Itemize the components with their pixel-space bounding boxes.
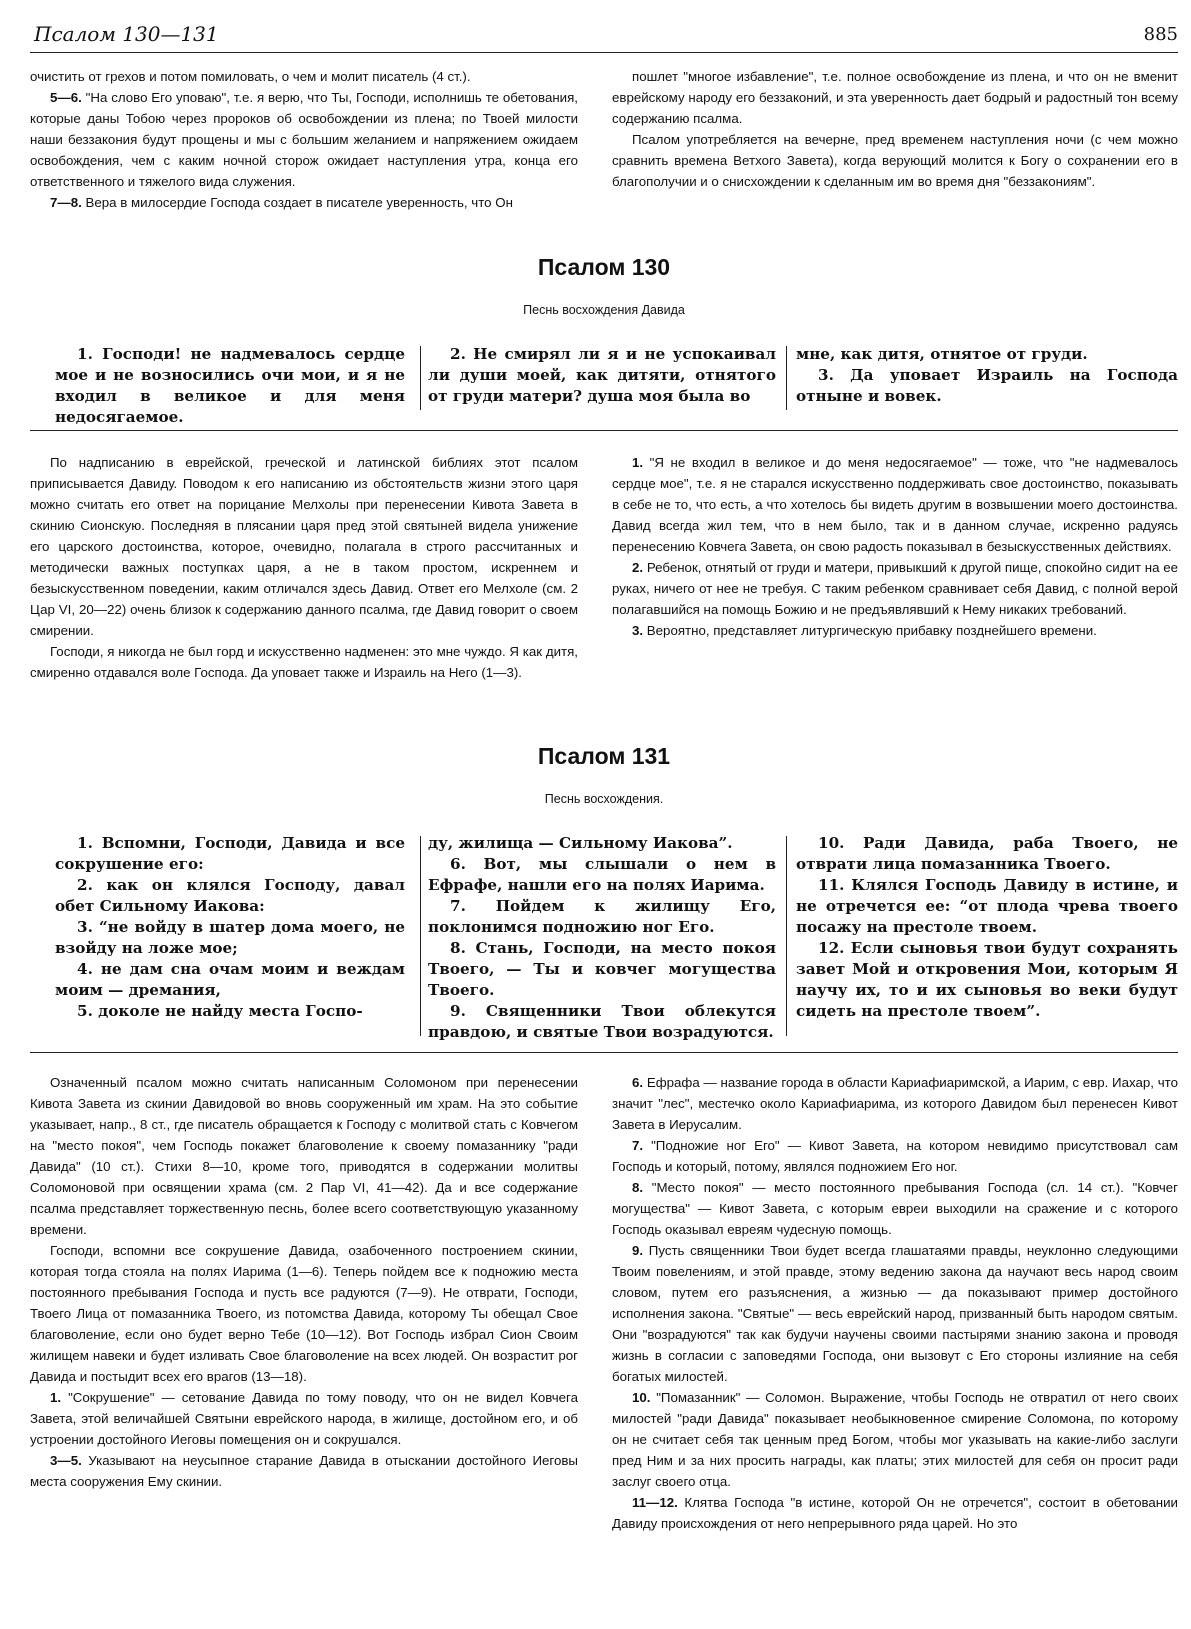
psalm-131-commentary-left — [30, 1072, 578, 1492]
paragraph-text: Указывают на неусыпное старание Давида в отыскании достойного Иеговы места сооружения Ему скинии. — [30, 1453, 578, 1489]
psalm-130-subtitle: Песнь восхождения Давида — [523, 303, 685, 317]
commentary-paragraph — [30, 87, 578, 192]
commentary-paragraph — [612, 66, 1178, 129]
psalm-130-verses-col1 — [55, 344, 405, 428]
verse: 4. не дам сна очам моим и веждам моим — дремания, — [55, 960, 405, 999]
commentary-paragraph — [30, 1072, 578, 1240]
verse-reference: 8. — [632, 1180, 644, 1195]
paragraph-text: пошлет "многое избавление", т.е. полное освобождение из плена, и что он не вменит еврейскому народу его беззаконий, и эта уверенность дает бодрый и радостный тон всему содержанию псалма. — [612, 69, 1178, 126]
paragraph-text: Ефрафа — название города в области Кариафиаримской, а Иарим, с евр. Иахар, что значит "лес", местечко около Кариафиарима, из которого Давидом был перенесен Кивот Завета в Иерусалим. — [612, 1075, 1178, 1132]
commentary-paragraph — [30, 192, 578, 213]
top-commentary-right — [612, 66, 1178, 192]
verse: мне, как дитя, отнятое от груди. — [796, 345, 1088, 363]
commentary-paragraph — [612, 1072, 1178, 1135]
verse: 6. Вот, мы слышали о нем в Ефрафе, нашли его на полях Иарима. — [428, 855, 776, 894]
psalm-131-verses-col3 — [796, 833, 1178, 1022]
commentary-paragraph — [30, 1387, 578, 1450]
paragraph-text: "Подножие ног Его" — Кивот Завета, на котором невидимо присутствовал сам Господь и который, потому, являлся подножием Его ног. — [612, 1138, 1178, 1174]
verse-reference: 5—6. — [50, 90, 82, 105]
psalm-131-title: Псалом 131 — [537, 743, 671, 769]
verse: 12. Если сыновья твои будут сохранять завет Мой и откровения Мои, которым Я научу их, то и их сыновья во веки будут сидеть на престоле твоем”. — [796, 939, 1178, 1020]
section-divider — [30, 430, 1178, 431]
paragraph-text: очистить от грехов и потом помиловать, о чем и молит писатель (4 ст.). — [30, 69, 471, 84]
paragraph-text: "Я не входил в великое и до меня недосягаемое" — тоже, что "не надмевалось сердце мое", т.е. я не старался искусственно поддерживать свое достоинство, показывать в себе не то, что есть, а что хотелось бы видеть другим в возвышении моего достоинства. Давид всегда жил тем, что в нем было, так и в данном случае, искренно радуясь перенесению Ковчега Завета, он свою радость показывал в безыскусственных действиях. — [612, 455, 1178, 554]
verse: 3. “не войду в шатер дома моего, не взойду на ложе мое; — [55, 918, 405, 957]
paragraph-text: Псалом употребляется на вечерне, пред временем наступления ночи (с чем можно сравнить времена Ветхого Завета), когда верующий молится к Богу о сохранении его в благополучии и о снисхождении к сделанным им во время дня "беззакониям". — [612, 132, 1178, 189]
verse: ду, жилища — Сильному Иакова”. — [428, 834, 733, 852]
commentary-paragraph — [612, 620, 1178, 641]
paragraph-text: Господи, вспомни все сокрушение Давида, озабоченного построением скинии, которая тогда стояла на полях Иарима (1—6). Теперь пойдем все к подножию места постоянного пребывания Господа и пусть все радуются (7—9). Не отврати, Господи, Твоего Лица от помазанника Твоего, из потомства Давида, которому Ты обещал Свое благоволение, если оно будет верно Тебе (10—12). Вот Господь избрал Сион Своим жилищем навеки и будет изливать Свое благоволение на всех людей. Он возрастит рог Давида и постыдит всех его врагов (13—18). — [30, 1243, 578, 1384]
paragraph-text: Господи, я никогда не был горд и искусственно надменен: это мне чуждо. Я как дитя, смиренно отдавался воле Господа. Да уповает также и Израиль на Него (1—3). — [30, 644, 578, 680]
commentary-paragraph — [612, 1177, 1178, 1240]
commentary-paragraph — [30, 1450, 578, 1492]
commentary-paragraph — [30, 641, 578, 683]
paragraph-text: "Помазанник" — Соломон. Выражение, чтобы Господь не отвратил от него своих милостей "ради Давида" показывает необыкновенное смирение Соломона, по которому он не считает себя так ценным пред Богом, чтобы мог указывать на какие-либо заслуги пред Ним и за них просить награды, как платы; этих милостей для себя он просит ради заслуг своего отца. — [612, 1390, 1178, 1489]
psalm-130-title: Псалом 130 — [537, 254, 671, 280]
verse: 11. Клялся Господь Давиду в истине, и не отречется ее: “от плода чрева твоего посажу на престоле твоем. — [796, 876, 1178, 936]
paragraph-text: "Сокрушение" — сетование Давида по тому поводу, что он не видел Ковчега Завета, этой величайшей Святыни еврейского народа, в жилище, достойном его, и об устроении достойного Иеговы помещения он и сокрушался. — [30, 1390, 578, 1447]
paragraph-text: Вероятно, представляет литургическую прибавку позднейшего времени. — [643, 623, 1097, 638]
paragraph-text: Пусть священники Твои будет всегда глашатаями правды, неуклонно следующими Твоим повелениям, и этой правде, этому ведению закона да научают весь народ своим словом, путем его разъяснения, а жизнью — да показывают пример достойного исполнения закона. "Святые" — весь еврейский народ, призванный быть народом святым. Они "возрадуются" так как будучи научены своими пастырями знанию закона и проводя жизнь в согласии с заповедями Господа, они вызовут с Его стороны излияние на себя богатых милостей. — [612, 1243, 1178, 1384]
paragraph-text: По надписанию в еврейской, греческой и латинской библиях этот псалом приписывается Давиду. Поводом к его написанию из обстоятельств жизни этого царя можно считать его ответ на порицание Мелхолы при перенесении Кивота Завета в скинию Сионскую. Последняя в плясании царя пред этой святыней видела унижение его царского достоинства, которое, очевидно, полагала в строго рассчитанных и методически важных поступках царя, а не в таком простом, искреннем и безыскусственном поведении, каким отличался здесь Давид. Ответ его Мелхоле (см. 2 Цар VI, 20—22) очень близок к содержанию данного псалма, где Давид говорит о своем смирении. — [30, 455, 578, 638]
commentary-paragraph — [612, 557, 1178, 620]
verse-reference: 3. — [632, 623, 644, 638]
verse: 7. Пойдем к жилищу Его, поклонимся подножию ног Его. — [428, 897, 776, 936]
verse: 9. Священники Твои облекутся правдою, и святые Твои возрадуются. — [428, 1002, 776, 1041]
psalm-130-verses-col3 — [796, 344, 1178, 407]
top-commentary-left — [30, 66, 578, 213]
paragraph-text: Ребенок, отнятый от груди и матери, привыкший к другой пище, спокойно сидит на ее руках, ничего от нее не требуя. С таким ребенком сравнивает себя Давид, с полной верой полагавшийся на помощь Божию и не предъявлявший к Нему никаких требований. — [612, 560, 1178, 617]
verse-reference: 2. — [632, 560, 644, 575]
verse: 2. как он клялся Господу, давал обет Сильному Иакова: — [55, 876, 405, 915]
psalm-130-commentary-right — [612, 452, 1178, 641]
header-title: Псалом 130—131 — [34, 22, 219, 46]
verse-reference: 3—5. — [50, 1453, 82, 1468]
psalm-130-commentary-left — [30, 452, 578, 683]
commentary-paragraph — [30, 66, 578, 87]
column-separator — [420, 346, 421, 410]
psalm-131-verses-col1 — [55, 833, 405, 1022]
verse-reference: 1. — [632, 455, 644, 470]
verse: 1. Господи! не надмевалось сердце мое и не возносились очи мои, и я не входил в великое и для меня недосягаемое. — [55, 345, 405, 426]
page — [30, 16, 1178, 1616]
column-separator — [786, 836, 787, 1036]
verse-reference: 7—8. — [50, 195, 82, 210]
verse-reference: 11—12. — [632, 1495, 678, 1510]
verse: 5. доколе не найду места Госпо- — [77, 1002, 363, 1020]
psalm-131-commentary-right — [612, 1072, 1178, 1534]
paragraph-text: Клятва Господа "в истине, которой Он не отречется", состоит в обетовании Давиду происхождения от него непрерывного ряда царей. Но это — [612, 1495, 1178, 1531]
commentary-paragraph — [612, 452, 1178, 557]
column-separator — [420, 836, 421, 1036]
verse: 2. Не смирял ли я и не успокаивал ли души моей, как дитяти, отнятого от груди матери? душа моя была во — [428, 345, 776, 405]
commentary-paragraph — [30, 1240, 578, 1387]
commentary-paragraph — [612, 1135, 1178, 1177]
paragraph-text: Означенный псалом можно считать написанным Соломоном при перенесении Кивота Завета из скинии Давидовой во вновь сооруженный им храм. На это событие указывает, напр., 8 ст., где писатель обращается к Господу с молитвой стать с Ковчегом на "место покоя", чем Господь покажет благоволение к своему помазаннику "ради Давида" (10 ст.). Стихи 8—10, кроме того, приводятся в содержании молитвы Соломоновой при освящении храма (см. 2 Пар VI, 41—42). Да и все содержание псалма представляет торжественную песнь, более всего соответствующую указанному времени. — [30, 1075, 578, 1237]
commentary-paragraph — [612, 1387, 1178, 1492]
running-header — [30, 16, 1178, 53]
column-separator — [786, 346, 787, 410]
verse: 10. Ради Давида, раба Твоего, не отврати лица помазанника Твоего. — [796, 834, 1178, 873]
commentary-paragraph — [30, 452, 578, 641]
verse-reference: 1. — [50, 1390, 62, 1405]
psalm-131-verses-col2 — [428, 833, 776, 1043]
psalm-131-subtitle: Песнь восхождения. — [544, 792, 664, 806]
psalm-130-verses-col2 — [428, 344, 776, 407]
paragraph-text: "На слово Его уповаю", т.е. я верю, что Ты, Господи, исполнишь те обетования, которые даны Тобою через пророков об освобождении из плена; по Твоей милости наши беззакония будут прощены и мы с большим желанием и напряжением ожидаем освобождения, чем с каким ночной сторож ожидает наступления утра, конца его ответственного и тяжелого вида служения. — [30, 90, 578, 189]
section-divider — [30, 1052, 1178, 1053]
page-number: 885 — [1143, 24, 1178, 45]
verse: 3. Да уповает Израиль на Господа отныне и вовек. — [796, 366, 1178, 405]
paragraph-text: "Место покоя" — место постоянного пребывания Господа (сл. 14 ст.). "Ковчег могущества" — Кивот Завета, с которым евреи выходили на сражение и с которого Господь оказывал евреям чудесную помощь. — [612, 1180, 1178, 1237]
commentary-paragraph — [612, 1492, 1178, 1534]
verse-reference: 10. — [632, 1390, 651, 1405]
verse-reference: 6. — [632, 1075, 644, 1090]
verse: 8. Стань, Господи, на место покоя Твоего, — Ты и ковчег могущества Твоего. — [428, 939, 776, 999]
verse-reference: 9. — [632, 1243, 644, 1258]
verse: 1. Вспомни, Господи, Давида и все сокрушение его: — [55, 834, 405, 873]
commentary-paragraph — [612, 1240, 1178, 1387]
paragraph-text: Вера в милосердие Господа создает в писателе уверенность, что Он — [81, 195, 513, 210]
commentary-paragraph — [612, 129, 1178, 192]
verse-reference: 7. — [632, 1138, 644, 1153]
